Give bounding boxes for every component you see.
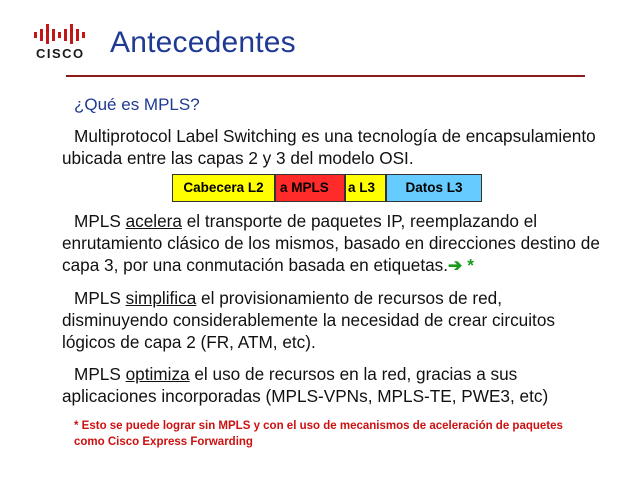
paragraph-simplifica-pre: MPLS — [74, 288, 126, 308]
page-title: Antecedentes — [110, 26, 296, 59]
segment-header-l2: Cabecera L2 — [172, 174, 275, 202]
arrow-right-icon: ➔ — [448, 255, 463, 275]
paragraph-simplifica-post: el provisionamiento de recursos de red, disminuyendo considerablemente la necesidad de crear circuitos lógicos de capa 2 (FR, ATM, etc). — [62, 288, 555, 352]
keyword-acelera: acelera — [125, 211, 182, 231]
paragraph-definition — [62, 125, 607, 169]
section-question: ¿Qué es MPLS? — [74, 95, 200, 114]
footnote-marker: * — [462, 255, 474, 275]
paragraph-acelera-pre: MPLS — [74, 211, 126, 231]
footnote: * Esto se puede lograr sin MPLS y con el uso de mecanismos de aceleración de paquetes como Cisco Express Forwarding — [74, 420, 563, 448]
paragraph-optimiza-pre: MPLS — [74, 364, 126, 384]
paragraph-optimiza-post: el uso de recursos en la red, gracias a sus aplicaciones incorporadas (MPLS-VPNs, MPLS-TE, PWE3, etc) — [62, 364, 549, 406]
keyword-optimiza: optimiza — [125, 364, 190, 384]
paragraph-simplifica — [62, 287, 607, 353]
cisco-logo — [32, 22, 98, 60]
cisco-bridge-icon — [32, 22, 98, 60]
segment-header-l3: a L3 — [345, 174, 386, 202]
paragraph-definition-text: Multiprotocol Label Switching es una tecnología de encapsulamiento ubicada entre las capas 2 y 3 del modelo OSI. — [62, 126, 596, 168]
segment-mpls-label: a MPLS — [275, 174, 345, 202]
paragraph-acelera-post: el transporte de paquetes IP, reemplazando el enrutamiento clásico de los mismos, basado en direcciones destino de capa 3, por una conmutación basada en etiquetas. — [62, 211, 600, 275]
title-divider — [66, 75, 585, 77]
paragraph-acelera — [62, 210, 607, 276]
keyword-simplifica: simplifica — [125, 288, 197, 308]
segment-data-l3: Datos L3 — [386, 174, 482, 202]
logo-wordmark: CISCO — [36, 46, 85, 60]
paragraph-optimiza — [62, 363, 607, 407]
